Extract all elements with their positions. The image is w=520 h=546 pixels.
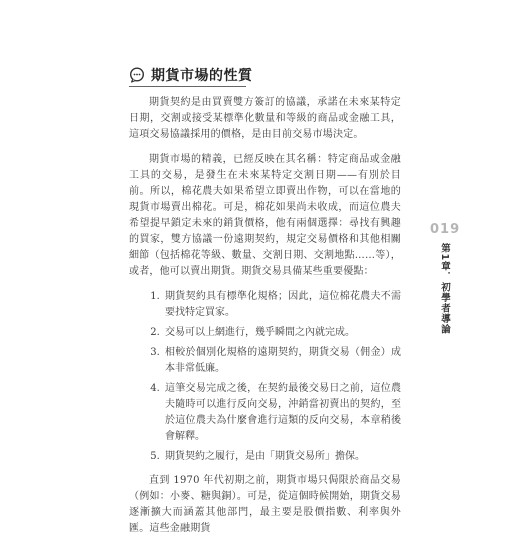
list-item: 4. 這筆交易完成之後，在契約最後交易日之前，這位農夫隨時可以進行反向交易，沖銷當初賣出的契約，至於這位農夫為什麼會進行這類的反向交易，本章稍後會解釋。 [163, 381, 401, 445]
list-item: 2. 交易可以上網進行，幾乎瞬間之內就完成。 [163, 325, 401, 341]
paragraph-essence: 期貨市場的精義，已經反映在其名稱：特定商品或金融工具的交易，是發生在未來某特定交割日期——有別於目前。所以，棉花農夫如果希望立即賣出作物，可以在當地的現貨市場賣出棉花。可是，棉花如果尚未收成，而這位農夫希望提早鎖定未來的銷貨價格，他有兩個選擇：尋找有興趣的買家，雙方協議一份遠期契約，規定交易價格和其他相關細節（包括棉花等級、數量、交割日期、交割地點……等），或者，他可以賣出期貨。期貨交易具備某些重要優點： [129, 154, 401, 277]
side-margin [430, 222, 461, 335]
paragraph-definition: 期貨契約是由買賣雙方簽訂的協議，承諾在未來某特定日期，交割或接受某標準化數量和等級的商品或金融工具，這項交易協議採用的價格，是由目前交易市場決定。 [129, 97, 401, 140]
chapter-label: 第1章．初學者導論 [439, 243, 450, 335]
speech-bubble-icon [129, 67, 145, 83]
section-title: 期貨市場的性質 [151, 68, 253, 84]
body-text [129, 95, 401, 546]
list-item: 1. 期貨契約具有標準化規格；因此，這位棉花農夫不需要找特定買家。 [163, 289, 401, 321]
advantages-list [129, 289, 401, 465]
section-heading [129, 65, 253, 85]
list-item: 5. 期貨契約之履行，是由「期貨交易所」擔保。 [163, 449, 401, 465]
title-underline [129, 86, 246, 87]
paragraph-history: 直到 1970 年代初期之前，期貨市場只侷限於商品交易（例如：小麥、糖與銅）。可是，從這個時候開始，期貨交易逐漸擴大而涵蓋其他部門，最主要是股價指數、利率與外匯。這些金融期貨 [129, 475, 401, 534]
page-number: 019 [430, 222, 461, 237]
list-item: 3. 相較於個別化規格的遠期契約，期貨交易（佣金）成本非常低廉。 [163, 345, 401, 377]
